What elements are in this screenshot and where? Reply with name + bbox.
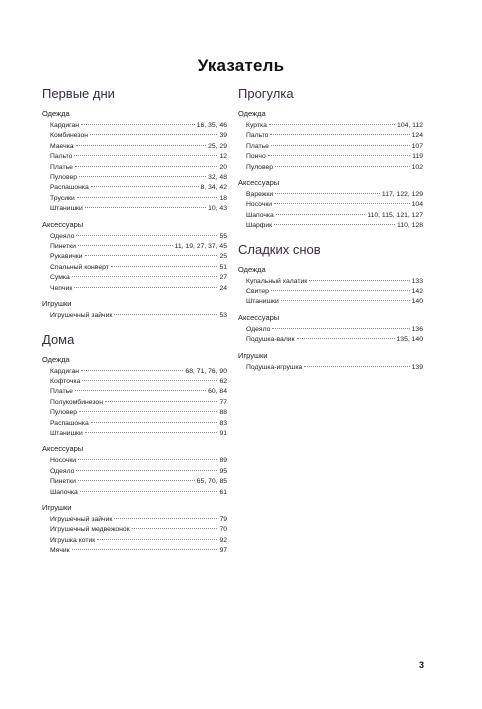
- index-entry: [42, 152, 227, 162]
- dot-leader: [72, 276, 218, 277]
- entry-pages: 20: [219, 163, 227, 171]
- entry-name: Полукомбинезон: [50, 398, 103, 406]
- dot-leader: [85, 207, 206, 208]
- entry-pages: 107: [411, 142, 423, 150]
- index-list: [238, 325, 423, 346]
- dot-leader: [309, 280, 409, 281]
- group-title: Одежда: [42, 354, 70, 364]
- index-group: [42, 503, 227, 557]
- group-title: Игрушки: [238, 350, 268, 360]
- dot-leader: [79, 176, 206, 177]
- index-entry: [42, 163, 227, 173]
- index-entry: [238, 325, 423, 335]
- dot-leader: [97, 539, 217, 540]
- dot-leader: [85, 432, 218, 433]
- dot-leader: [270, 134, 409, 135]
- entry-pages: 92: [219, 536, 227, 544]
- index-section: [42, 86, 227, 322]
- dot-leader: [78, 245, 173, 246]
- group-title: Игрушки: [42, 299, 72, 309]
- dot-leader: [275, 193, 380, 194]
- index-entry: [42, 377, 227, 387]
- entry-name: Штанишки: [50, 205, 83, 213]
- index-entry: [238, 142, 423, 152]
- entry-name: Маечка: [50, 142, 74, 150]
- index-entry: [42, 194, 227, 204]
- entry-name: Кофточка: [50, 377, 81, 385]
- dot-leader: [268, 155, 410, 156]
- entry-name: Шапочка: [50, 488, 78, 496]
- entry-pages: 91: [219, 429, 227, 437]
- entry-name: Пуловер: [50, 409, 78, 417]
- index-entry: [42, 183, 227, 193]
- dot-leader: [80, 491, 218, 492]
- index-list: [42, 311, 227, 321]
- entry-name: Игрушечный зайчик: [50, 515, 113, 523]
- group-title: Одежда: [238, 109, 266, 118]
- entry-pages: 25, 29: [208, 142, 227, 150]
- index-entry: [42, 121, 227, 131]
- index-list: [42, 456, 227, 498]
- dot-leader: [91, 186, 199, 187]
- section-title: Дома: [42, 331, 75, 347]
- entry-pages: 104, 112: [397, 122, 423, 129]
- entry-name: Носочки: [50, 457, 77, 465]
- dot-leader: [78, 480, 195, 481]
- dot-leader: [85, 255, 218, 256]
- dot-leader: [77, 197, 218, 198]
- index-section: [238, 86, 423, 232]
- entry-name: Кардиган: [50, 367, 79, 375]
- entry-pages: 12: [219, 153, 227, 161]
- index-entry: [42, 419, 227, 429]
- entry-name: Кардиган: [50, 122, 79, 129]
- index-entry: [238, 131, 423, 141]
- dot-leader: [304, 366, 409, 367]
- entry-name: Пинетки: [50, 478, 76, 486]
- entry-name: Пальто: [50, 153, 73, 161]
- group-title: Одежда: [238, 264, 266, 274]
- entry-pages: 60, 84: [208, 388, 227, 396]
- entry-pages: 68, 71, 76, 90: [185, 367, 227, 375]
- index-entry: [42, 536, 227, 546]
- dot-leader: [111, 266, 218, 267]
- index-entry: [42, 273, 227, 283]
- entry-name: Чепчик: [50, 284, 73, 292]
- index-entry: [42, 263, 227, 273]
- entry-name: Варежки: [246, 191, 274, 199]
- index-entry: [238, 363, 423, 373]
- index-entry: [238, 297, 423, 307]
- entry-name: Шарфик: [246, 222, 273, 230]
- index-entry: [42, 467, 227, 477]
- index-entry: [238, 163, 423, 173]
- dot-leader: [271, 290, 410, 291]
- dot-leader: [74, 287, 217, 288]
- index-entry: [238, 277, 423, 287]
- entry-name: Пуловер: [246, 163, 274, 171]
- dot-leader: [76, 470, 217, 471]
- index-entry: [42, 456, 227, 466]
- entry-pages: 65, 70, 85: [196, 478, 227, 486]
- entry-name: Игрушечный зайчик: [50, 312, 113, 320]
- dot-leader: [78, 459, 217, 460]
- entry-name: Мячик: [50, 547, 70, 555]
- entry-name: Комбинезон: [50, 132, 88, 140]
- index-entry: [238, 211, 423, 221]
- dot-leader: [274, 224, 395, 225]
- group-title: Игрушки: [42, 502, 72, 512]
- section-title: Сладких снов: [238, 241, 321, 257]
- entry-name: Платье: [246, 142, 269, 150]
- entry-name: Штанишки: [50, 429, 83, 437]
- entry-pages: 97: [219, 547, 227, 555]
- section-title: Первые дни: [42, 86, 115, 101]
- entry-pages: 61: [219, 488, 227, 496]
- index-group: [238, 313, 423, 346]
- entry-name: Пальто: [246, 132, 269, 140]
- entry-name: Платье: [50, 388, 73, 396]
- index-group: [238, 351, 423, 373]
- index-group: [238, 109, 423, 173]
- entry-name: Подушка-валик: [246, 336, 295, 344]
- entry-pages: 95: [219, 467, 227, 475]
- dot-leader: [81, 370, 183, 371]
- entry-pages: 83: [219, 419, 227, 427]
- group-title: Аксессуары: [42, 219, 84, 229]
- dot-leader: [75, 390, 206, 391]
- index-entry: [42, 242, 227, 252]
- dot-leader: [269, 124, 395, 125]
- index-entry: [238, 221, 423, 231]
- dot-leader: [75, 166, 218, 167]
- section-title: Прогулка: [238, 86, 294, 101]
- index-entry: [238, 335, 423, 345]
- index-entry: [42, 515, 227, 525]
- index-group: [42, 220, 227, 294]
- entry-name: Одеяло: [246, 325, 271, 333]
- entry-name: Пончо: [246, 153, 266, 161]
- page-number: 3: [419, 660, 425, 670]
- entry-name: Штанишки: [246, 298, 279, 306]
- dot-leader: [76, 145, 207, 146]
- index-list: [42, 232, 227, 294]
- entry-pages: 10, 43: [208, 205, 227, 213]
- index-list: [42, 367, 227, 440]
- entry-name: Одеяло: [50, 232, 75, 240]
- index-group: [238, 265, 423, 308]
- dot-leader: [79, 411, 217, 412]
- index-list: [238, 190, 423, 232]
- entry-pages: 124: [411, 132, 423, 140]
- entry-pages: 70: [219, 526, 227, 534]
- page-title: Указатель: [197, 56, 285, 75]
- group-title: Аксессуары: [238, 312, 280, 322]
- index-entry: [42, 232, 227, 242]
- index-entry: [42, 546, 227, 556]
- entry-name: Шапочка: [246, 211, 274, 219]
- dot-leader: [82, 380, 217, 381]
- index-entry: [42, 488, 227, 498]
- entry-name: Куртка: [246, 122, 267, 129]
- index-entry: [238, 287, 423, 297]
- dot-leader: [81, 124, 195, 125]
- dot-leader: [281, 300, 410, 301]
- entry-name: Пуловер: [50, 174, 78, 182]
- entry-pages: 18: [219, 194, 227, 202]
- entry-name: Пинетки: [50, 243, 76, 251]
- dot-leader: [72, 549, 218, 550]
- dot-leader: [132, 528, 218, 529]
- entry-pages: 53: [219, 312, 227, 320]
- dot-leader: [91, 422, 218, 423]
- entry-pages: 140: [411, 298, 423, 306]
- group-title: Одежда: [42, 109, 70, 118]
- index-entry: [42, 398, 227, 408]
- index-entry: [42, 173, 227, 183]
- entry-pages: 102: [411, 163, 423, 171]
- dot-leader: [105, 401, 217, 402]
- dot-leader: [114, 314, 217, 315]
- index-entry: [238, 152, 423, 162]
- entry-name: Сумка: [50, 274, 70, 282]
- entry-pages: 110, 115, 121, 127: [367, 211, 423, 219]
- index-entry: [42, 252, 227, 262]
- entry-pages: 32, 48: [208, 174, 227, 182]
- dot-leader: [74, 155, 217, 156]
- index-entry: [42, 387, 227, 397]
- dot-leader: [297, 338, 395, 339]
- entry-pages: 117, 122, 129: [381, 191, 423, 199]
- entry-pages: 11, 19, 27, 37, 45: [174, 243, 227, 251]
- index-list: [238, 277, 423, 308]
- dot-leader: [275, 166, 410, 167]
- index-group: [42, 355, 227, 440]
- index-entry: [238, 121, 423, 131]
- index-list: [238, 121, 423, 173]
- entry-pages: 8, 34, 42: [200, 184, 227, 192]
- index-group: [42, 299, 227, 321]
- dot-leader: [276, 214, 366, 215]
- entry-name: Подушка-игрушка: [246, 363, 303, 371]
- index-entry: [42, 142, 227, 152]
- entry-pages: 77: [219, 398, 227, 406]
- entry-pages: 110, 128: [397, 222, 423, 230]
- entry-name: Купальный халатик: [246, 277, 308, 285]
- entry-pages: 16, 35, 46: [196, 122, 227, 129]
- entry-pages: 119: [412, 153, 423, 161]
- index-group: [42, 109, 227, 215]
- entry-pages: 39: [219, 132, 227, 140]
- entry-name: Спальный конверт: [50, 263, 109, 271]
- entry-pages: 135, 140: [396, 336, 423, 344]
- entry-pages: 142: [411, 288, 423, 296]
- entry-pages: 133: [411, 277, 423, 285]
- entry-name: Одеяло: [50, 467, 75, 475]
- entry-pages: 24: [219, 284, 227, 292]
- dot-leader: [274, 203, 410, 204]
- entry-pages: 79: [219, 515, 227, 523]
- entry-pages: 89: [219, 457, 227, 465]
- group-title: Аксессуары: [238, 178, 280, 188]
- index-list: [42, 515, 227, 557]
- index-entry: [42, 204, 227, 214]
- index-entry: [42, 408, 227, 418]
- entry-pages: 139: [411, 363, 423, 371]
- entry-name: Игрушечный медвежонок: [50, 526, 130, 534]
- entry-name: Трусики: [50, 194, 75, 202]
- entry-pages: 55: [219, 232, 227, 240]
- entry-name: Платье: [50, 163, 73, 171]
- index-list: [238, 363, 423, 373]
- dot-leader: [114, 518, 217, 519]
- entry-pages: 51: [219, 263, 227, 271]
- index-entry: [42, 367, 227, 377]
- entry-pages: 136: [411, 325, 423, 333]
- index-group: [42, 444, 227, 498]
- index-entry: [42, 284, 227, 294]
- index-entry: [238, 190, 423, 200]
- entry-pages: 88: [219, 409, 227, 417]
- index-entry: [42, 311, 227, 321]
- index-group: [238, 178, 423, 232]
- index-list: [42, 121, 227, 215]
- dot-leader: [272, 328, 409, 329]
- index-entry: [42, 429, 227, 439]
- entry-pages: 25: [219, 253, 227, 261]
- index-column-right: [238, 86, 423, 383]
- index-section: [42, 332, 227, 557]
- entry-name: Распашонка: [50, 419, 89, 427]
- entry-name: Распашонка: [50, 184, 89, 192]
- entry-pages: 104: [411, 201, 423, 209]
- entry-name: Свитер: [246, 288, 269, 296]
- entry-pages: 62: [219, 377, 227, 385]
- index-section: [238, 242, 423, 373]
- dot-leader: [271, 145, 410, 146]
- dot-leader: [76, 235, 217, 236]
- index-entry: [42, 525, 227, 535]
- entry-name: Игрушка котик: [50, 536, 96, 544]
- group-title: Аксессуары: [42, 444, 84, 454]
- index-column-left: [42, 86, 227, 567]
- dot-leader: [90, 134, 217, 135]
- index-entry: [238, 200, 423, 210]
- entry-name: Носочки: [246, 201, 273, 209]
- entry-name: Рукавички: [50, 253, 83, 261]
- entry-pages: 27: [219, 274, 227, 282]
- index-entry: [42, 477, 227, 487]
- index-entry: [42, 131, 227, 141]
